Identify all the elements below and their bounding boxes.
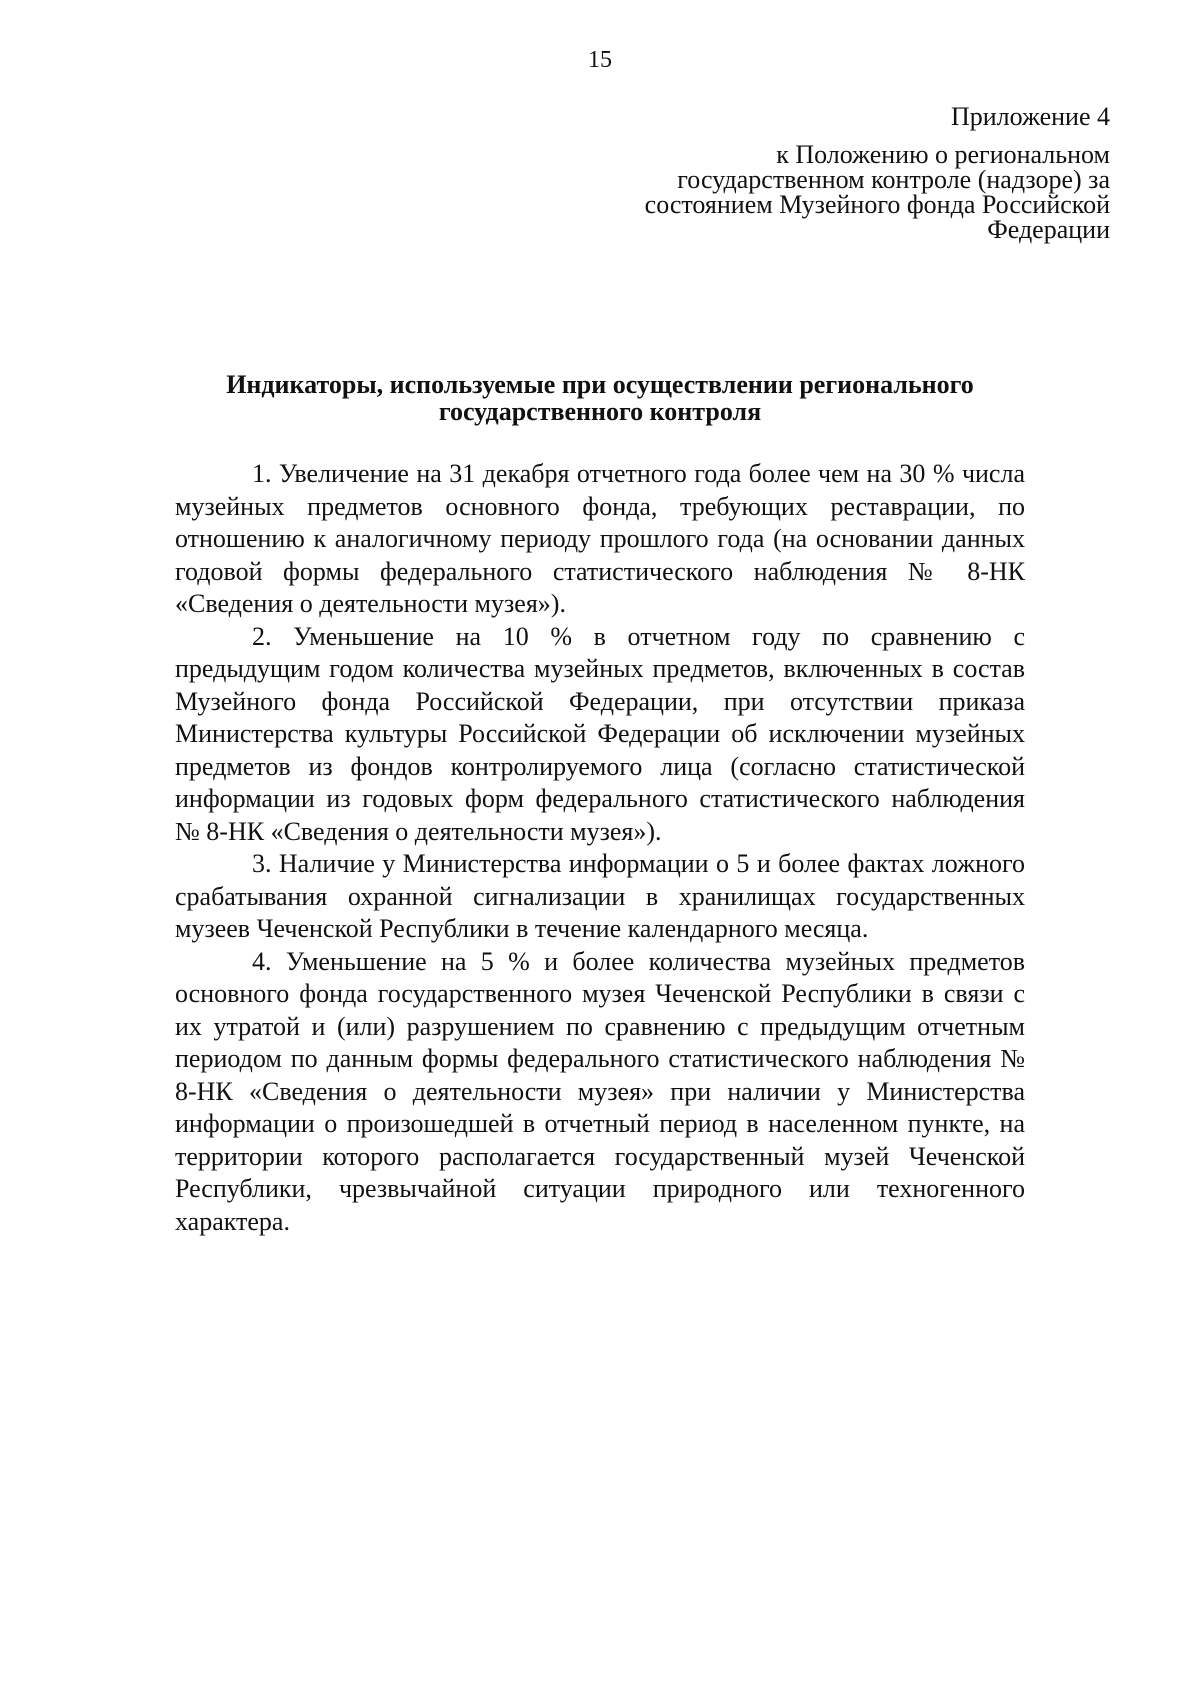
indicator-item-2: 2. Уменьшение на 10 % в отчетном году по сравнению с предыдущим годом количества музейных предметов, включенных в состав Музейного фонда Российской Федерации, при отсутствии приказа Министерства культуры Российской Федерации об исключении музейных предметов из фондов контролируемого лица (согласно статистической информации из годовых форм федерального статистического наблюдения № 8-НК «Сведения о деятельности музея»). — [175, 621, 1025, 846]
document-title: Индикаторы, используемые при осуществлении регионального государственного контроля — [226, 370, 974, 426]
page-number: 15 — [588, 47, 612, 73]
appendix-number: Приложение 4 — [950, 102, 1110, 131]
appendix-header — [590, 102, 1110, 242]
appendix-basis: к Положению о региональном государственном контроле (надзоре) за состоянием Музейного фонда Российской Федерации — [644, 140, 1110, 244]
indicator-item-3: 3. Наличие у Министерства информации о 5 и более фактах ложного срабатывания охранной сигнализации в хранилищах государственных музеев Чеченской Республики в течение календарного месяца. — [175, 849, 1025, 943]
indicator-item-4: 4. Уменьшение на 5 % и более количества музейных предметов основного фонда государственного музея Чеченской Республики в связи с их утратой и (или) разрушением по сравнению с предыдущим отчетным периодом по данным формы федерального статистического наблюдения № 8-НК «Сведения о деятельности музея» при наличии у Министерства информации о произошедшей в отчетный период в населенном пункте, на территории которого располагается государственный музей Чеченской Республики, чрезвычайной ситуации природного или техногенного характера. — [175, 946, 1025, 1236]
indicator-item-1: 1. Увеличение на 31 декабря отчетного года более чем на 30 % числа музейных предметов основного фонда, требующих реставрации, по отношению к аналогичному периоду прошлого года (на основании данных годовой формы федерального статистического наблюдения № 8-НК «Сведения о деятельности музея»). — [175, 459, 1025, 618]
indicator-list — [175, 458, 1025, 1238]
